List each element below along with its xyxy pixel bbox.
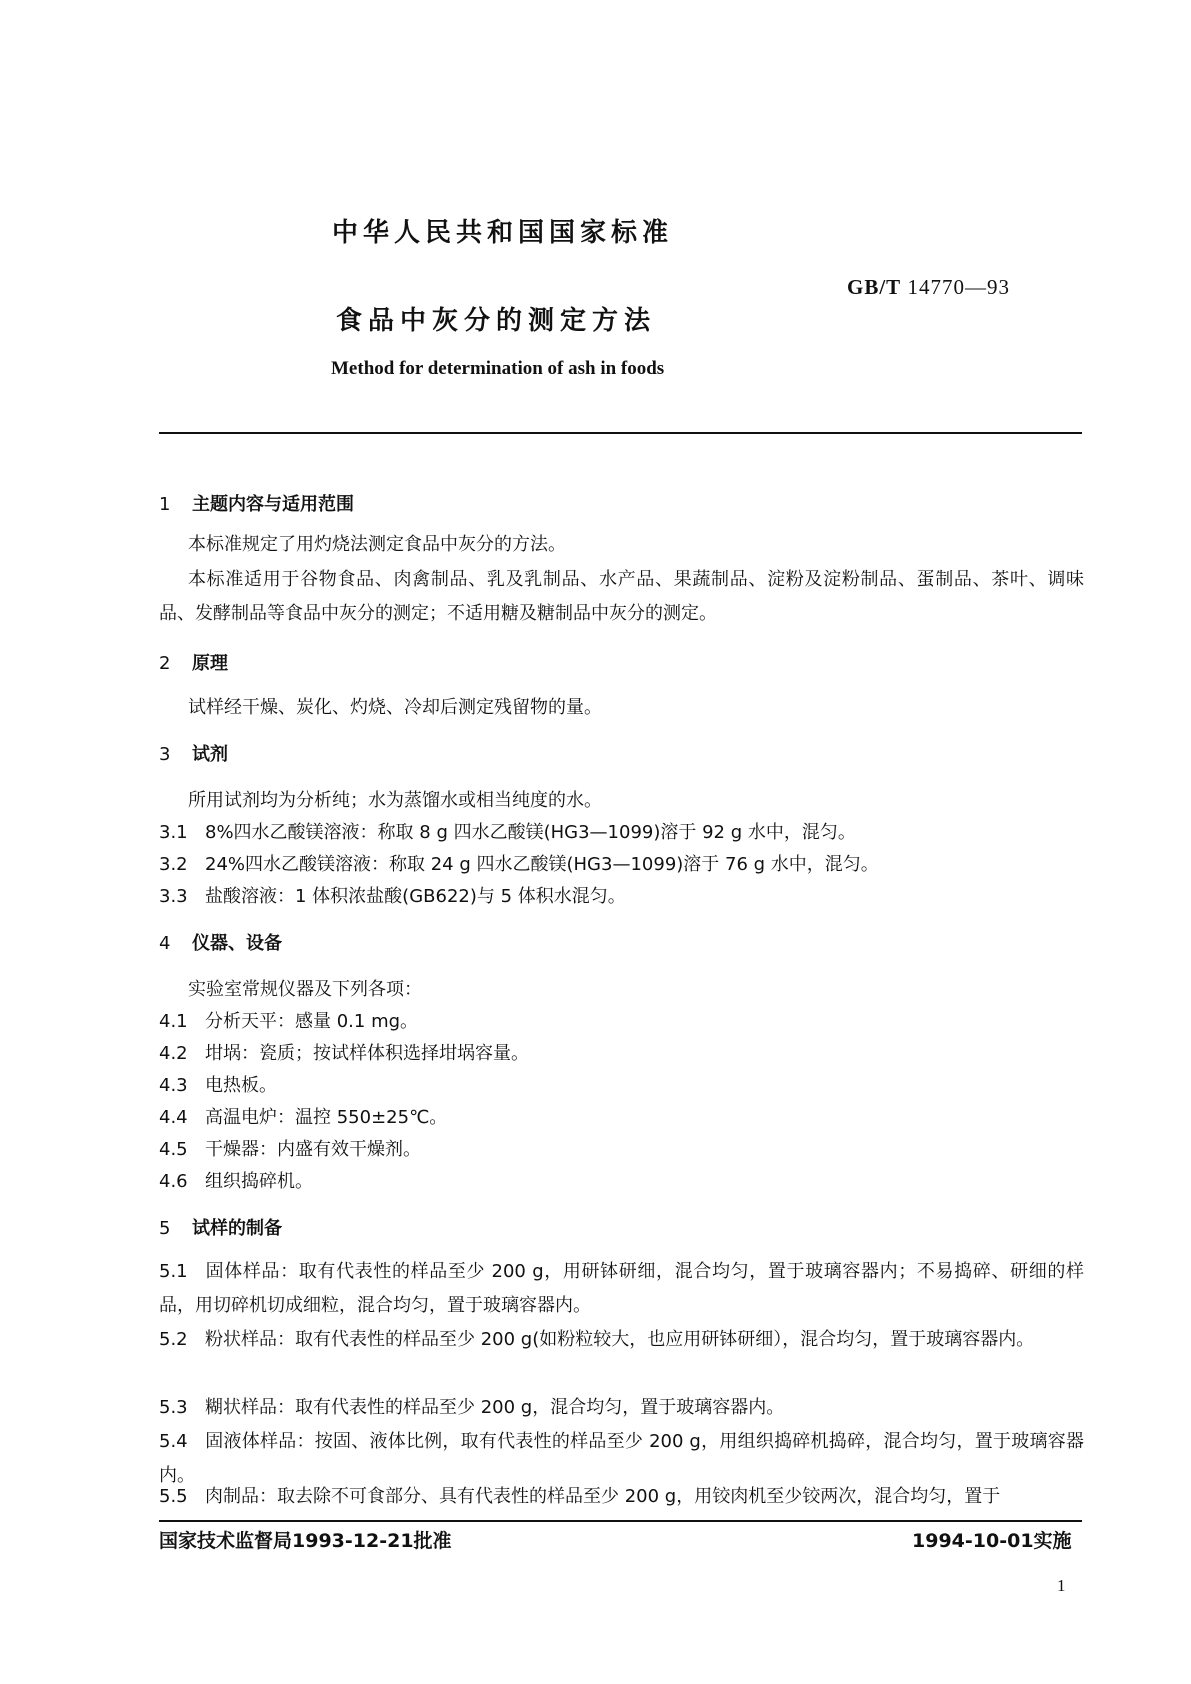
item-number: 5.4 xyxy=(159,1431,188,1452)
section-3-paragraph-1: 所用试剂均为分析纯；水为蒸馏水或相当纯度的水。 xyxy=(188,790,602,811)
item-text: 分析天平：感量 0.1 mg。 xyxy=(205,1011,419,1032)
standard-code-number: 14770—93 xyxy=(907,275,1010,299)
item-text: 坩埚：瓷质；按试样体积选择坩埚容量。 xyxy=(205,1043,529,1064)
item-text: 电热板。 xyxy=(205,1075,277,1096)
section-1-heading xyxy=(159,490,354,516)
implementation-date: 1994-10-01实施 xyxy=(912,1530,1072,1552)
item-text: 高温电炉：温控 550±25℃。 xyxy=(205,1107,448,1128)
list-item xyxy=(159,1039,529,1065)
item-text: 8%四水乙酸镁溶液：称取 8 g 四水乙酸镁(HG3—1099)溶于 92 g 水中，混匀。 xyxy=(205,822,856,843)
item-number: 4.4 xyxy=(159,1107,188,1128)
section-number: 4 xyxy=(159,933,171,954)
section-number: 5 xyxy=(159,1218,171,1239)
top-divider xyxy=(159,432,1082,434)
item-number: 5.3 xyxy=(159,1397,188,1418)
item-text: 24%四水乙酸镁溶液：称取 24 g 四水乙酸镁(HG3—1099)溶于 76 g 水中，混匀。 xyxy=(205,854,879,875)
item-text: 固体样品：取有代表性的样品至少 200 g，用研钵研细，混合均匀，置于玻璃容器内；不易捣碎、研细的样品，用切碎机切成细粒，混合均匀，置于玻璃容器内。 xyxy=(159,1261,1084,1316)
section-3-heading xyxy=(159,740,228,766)
list-item xyxy=(159,1135,421,1161)
document-title: 食品中灰分的测定方法 xyxy=(336,306,657,336)
list-item xyxy=(159,850,879,876)
item-text: 糊状样品：取有代表性的样品至少 200 g，混合均匀，置于玻璃容器内。 xyxy=(205,1397,785,1418)
item-text: 粉状样品：取有代表性的样品至少 200 g(如粉粒较大，也应用研钵研细），混合均匀，置于玻璃容器内。 xyxy=(205,1329,1035,1350)
section-4-heading xyxy=(159,929,282,955)
item-text: 组织捣碎机。 xyxy=(205,1171,313,1192)
list-item xyxy=(159,1323,1084,1357)
item-number: 4.3 xyxy=(159,1075,188,1096)
section-number: 2 xyxy=(159,653,171,674)
section-2-heading xyxy=(159,649,228,675)
section-number: 3 xyxy=(159,744,171,765)
list-item xyxy=(159,1480,1084,1514)
section-title: 试样的制备 xyxy=(192,1218,282,1239)
item-text: 固液体样品：按固、液体比例，取有代表性的样品至少 200 g，用组织捣碎机捣碎，混合均匀，置于玻璃容器内。 xyxy=(159,1431,1084,1486)
standard-code-prefix: GB/T xyxy=(847,275,902,299)
item-text: 干燥器：内盛有效干燥剂。 xyxy=(205,1139,421,1160)
approval-date: 国家技术监督局1993-12-21批准 xyxy=(159,1530,452,1552)
item-number: 4.6 xyxy=(159,1171,188,1192)
national-standard-heading: 中华人民共和国国家标准 xyxy=(332,218,674,248)
section-1-paragraph-1: 本标准规定了用灼烧法测定食品中灰分的方法。 xyxy=(188,534,566,555)
page-number: 1 xyxy=(1057,1576,1066,1595)
list-item xyxy=(159,1391,1084,1425)
item-number: 3.1 xyxy=(159,822,188,843)
list-item xyxy=(159,1255,1084,1323)
section-1-paragraph-2: 本标准适用于谷物食品、肉禽制品、乳及乳制品、水产品、果蔬制品、淀粉及淀粉制品、蛋制品、茶叶、调味品、发酵制品等食品中灰分的测定；不适用糖及糖制品中灰分的测定。 xyxy=(159,569,1084,624)
standard-code xyxy=(847,275,1010,300)
item-number: 3.2 xyxy=(159,854,188,875)
section-5-heading xyxy=(159,1214,282,1240)
list-item xyxy=(159,1007,418,1033)
list-item xyxy=(159,818,856,844)
list-item xyxy=(159,1167,313,1193)
section-number: 1 xyxy=(159,494,171,515)
item-number: 4.5 xyxy=(159,1139,188,1160)
item-number: 4.2 xyxy=(159,1043,188,1064)
list-item xyxy=(159,1071,277,1097)
section-title: 试剂 xyxy=(192,744,228,765)
item-number: 4.1 xyxy=(159,1011,188,1032)
item-number: 5.2 xyxy=(159,1329,188,1350)
item-text: 肉制品：取去除不可食部分、具有代表性的样品至少 200 g，用铰肉机至少铰两次，混合均匀，置于 xyxy=(205,1486,1001,1507)
document-title-english: Method for determination of ash in foods xyxy=(331,358,665,379)
section-title: 原理 xyxy=(192,653,228,674)
item-number: 5.1 xyxy=(159,1261,188,1282)
section-title: 主题内容与适用范围 xyxy=(192,494,354,515)
item-number: 5.5 xyxy=(159,1486,188,1507)
list-item xyxy=(159,1103,447,1129)
list-item xyxy=(159,882,626,908)
section-4-paragraph-1: 实验室常规仪器及下列各项： xyxy=(188,979,422,1000)
section-2-paragraph-1: 试样经干燥、炭化、灼烧、冷却后测定残留物的量。 xyxy=(188,697,602,718)
item-text: 盐酸溶液：1 体积浓盐酸(GB622)与 5 体积水混匀。 xyxy=(205,886,626,907)
bottom-divider xyxy=(159,1520,1082,1522)
section-title: 仪器、设备 xyxy=(192,933,282,954)
item-number: 3.3 xyxy=(159,886,188,907)
